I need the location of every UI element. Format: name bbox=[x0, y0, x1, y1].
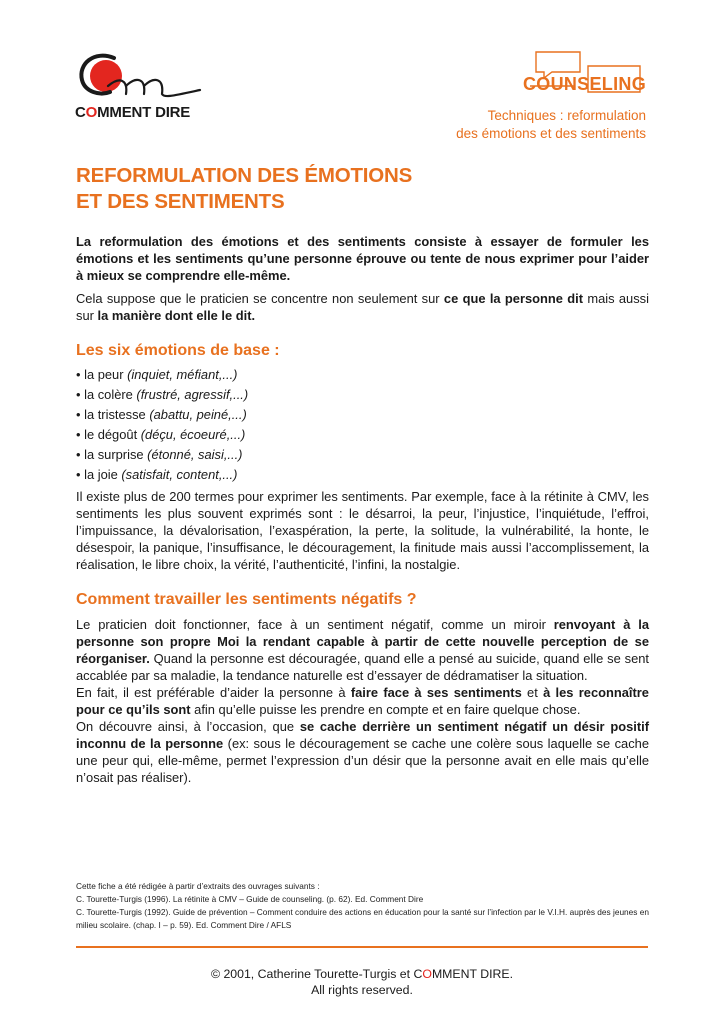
main-content bbox=[76, 233, 649, 786]
feelings-paragraph: Il existe plus de 200 termes pour exprimer les sentiments. Par exemple, face à la rétinite à CMV, les sentiments les plus souvent exprimés sont : le désarroi, la peur, l’injustice, l’inquiétude, l’effroi, l’impuissance, la dévalorisation, l’exaspération, la perte, la solitude, la vulnérabilité, la honte, le désespoir, la panique, l’insuffisance, le découragement, la finitude mais aussi l’accomplissement, la réalisation, le libre choix, la vérité, l’authenticité, l’infini, la nostalgie. bbox=[76, 489, 649, 572]
source-notes: Cette fiche a été rédigée à partir d’extraits des ouvrages suivants : C. Tourette-Turgis (1996). La rétinite à CMV – Guide de counseling. (p. 62). Ed. Comment Dire C. Tourette-Turgis (1992). Guide de prévention – Comment conduire des actions en éducation pour la santé sur l’infection par le V.I.H. auprès des jeunes en milieu scolaire. (chap. I – p. 59). Ed. Comment Dire / AFLS bbox=[76, 881, 649, 930]
list-item: • la joie (satisfait, content,...) bbox=[76, 467, 649, 483]
intro-paragraph-2: Cela suppose que le praticien se concentre non seulement sur ce que la personne dit mais aussi sur la manière dont elle le dit. bbox=[76, 291, 649, 323]
list-item: • la surprise (étonné, saisi,...) bbox=[76, 447, 649, 463]
list-item: • la peur (inquiet, méfiant,...) bbox=[76, 367, 649, 383]
section-heading-negative: Comment travailler les sentiments négatifs ? bbox=[76, 591, 417, 608]
intro-paragraph: La reformulation des émotions et des sentiments consiste à essayer de formuler les émotions et les sentiments qu’une personne éprouve ou tente de nous exprimer pour l’aider à mieux se comprendre elle-même. bbox=[76, 234, 649, 283]
section-label: COUNSELING bbox=[522, 74, 646, 94]
negative-paragraph-3: On découvre ainsi, à l’occasion, que se cache derrière un sentiment négatif un désir positif inconnu de la personne (ex: sous le découragement se cache une colère sous laquelle se cache une peur qui, elle-même, permet l’expression d’un désir que la personne avait en elle mais qu’elle n’osait pas réaliser). bbox=[76, 719, 649, 785]
list-item: • la tristesse (abattu, peiné,...) bbox=[76, 407, 649, 423]
logo-mark-icon bbox=[74, 46, 214, 106]
list-item: • la colère (frustré, agressif,...) bbox=[76, 387, 649, 403]
page-title: REFORMULATION DES ÉMOTIONS ET DES SENTIMENTS bbox=[76, 164, 413, 213]
negative-paragraph-1: Le praticien doit fonctionner, face à un sentiment négatif, comme un miroir renvoyant à la personne son propre Moi la rendant capable à partir de cette nouvelle perception de se réorganiser. Quand la personne est découragée, quand elle a pensé au suicide, quand elle se sent accablée par sa maladie, la tendance naturelle est d’essayer de dédramatiser la situation. bbox=[76, 617, 649, 683]
footer-divider bbox=[76, 946, 648, 948]
section-heading-emotions: Les six émotions de base : bbox=[76, 342, 280, 359]
header-subtitle: Techniques : reformulation des émotions et des sentiments bbox=[456, 108, 646, 141]
list-item: • le dégoût (déçu, écoeuré,...) bbox=[76, 427, 649, 443]
emotions-list bbox=[76, 367, 649, 483]
copyright: © 2001, Catherine Tourette-Turgis et COMMENT DIRE. All rights reserved. bbox=[210, 967, 514, 997]
negative-paragraph-2: En fait, il est préférable d’aider la personne à faire face à ses sentiments et à les reconnaître pour ce qu’ils sont afin qu’elle puisse les prendre en compte et en faire quelque chose. bbox=[76, 685, 649, 717]
comment-dire-logo bbox=[74, 46, 214, 126]
logo-wordmark: COMMENT DIRE bbox=[75, 104, 191, 121]
